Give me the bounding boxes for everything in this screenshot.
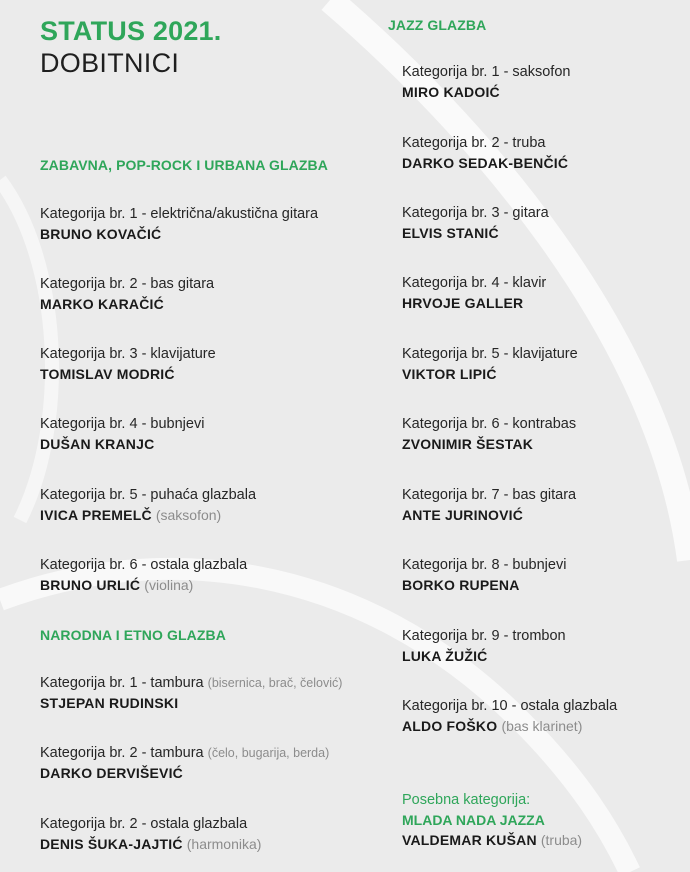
category-label: Kategorija br. 6 - ostala glazbala — [40, 557, 248, 573]
category-label: Kategorija br. 2 - tambura — [40, 745, 204, 761]
category-label: Kategorija br. 4 - bubnjevi — [40, 416, 205, 432]
instrument-note: (saksofon) — [155, 507, 222, 523]
winner-name: LUKA ŽUŽIĆ — [402, 648, 488, 664]
winner-name: DARKO DERVIŠEVIĆ — [40, 765, 183, 781]
list-item — [402, 133, 568, 173]
winner-name: BRUNO KOVAČIĆ — [40, 226, 162, 242]
category-label: Kategorija br. 1 - električna/akustična gitara — [40, 206, 319, 222]
category-label: Kategorija br. 2 - truba — [402, 135, 546, 151]
list-item — [402, 414, 576, 454]
section-heading-jazz: JAZZ GLAZBA — [388, 17, 487, 33]
winner-line — [402, 716, 617, 736]
special-award-name: MLADA NADA JAZZA — [402, 812, 545, 828]
winner-line — [40, 834, 261, 854]
category-note: (čelo, bugarija, berda) — [207, 746, 330, 760]
winner-name: VALDEMAR KUŠAN — [402, 832, 537, 848]
page-title: STATUS 2021. — [40, 16, 222, 46]
winner-line — [40, 575, 247, 595]
instrument-note: (violina) — [144, 577, 194, 593]
winner-name: IVICA PREMELČ — [40, 507, 152, 523]
instrument-note: (bas klarinet) — [501, 718, 583, 734]
section-heading-pop-rock: ZABAVNA, POP-ROCK I URBANA GLAZBA — [40, 157, 328, 173]
winner-name: HRVOJE GALLER — [402, 295, 524, 311]
winner-name: MIRO KADOIĆ — [402, 84, 500, 100]
category-label: Kategorija br. 1 - saksofon — [402, 64, 571, 80]
category-label: Kategorija br. 3 - klavijature — [40, 346, 216, 362]
list-item — [402, 273, 546, 313]
winner-name: BRUNO URLIĆ — [40, 577, 141, 593]
category-label: Kategorija br. 4 - klavir — [402, 275, 547, 291]
list-item — [402, 555, 566, 595]
special-category-label: Posebna kategorija: — [402, 792, 531, 808]
special-category — [402, 790, 582, 850]
instrument-note: (truba) — [540, 832, 583, 848]
category-label: Kategorija br. 3 - gitara — [402, 205, 549, 221]
category-label: Kategorija br. 1 - tambura — [40, 675, 204, 691]
category-label: Kategorija br. 9 - trombon — [402, 628, 566, 644]
winner-name: ALDO FOŠKO — [402, 718, 498, 734]
list-item — [40, 414, 204, 454]
category-label: Kategorija br. 10 - ostala glazbala — [402, 698, 618, 714]
winner-name: STJEPAN RUDINSKI — [40, 695, 179, 711]
winner-name: VIKTOR LIPIĆ — [402, 366, 497, 382]
category-label: Kategorija br. 2 - bas gitara — [40, 276, 215, 292]
category-label: Kategorija br. 8 - bubnjevi — [402, 557, 567, 573]
list-item — [402, 62, 570, 102]
category-line — [40, 743, 329, 763]
winner-line — [40, 505, 256, 525]
category-line — [40, 673, 342, 693]
winner-name: TOMISLAV MODRIĆ — [40, 366, 175, 382]
list-item — [402, 344, 578, 384]
winner-name: BORKO RUPENA — [402, 577, 520, 593]
list-item — [402, 626, 566, 666]
instrument-note: (harmonika) — [186, 836, 262, 852]
winner-name: MARKO KARAČIĆ — [40, 296, 164, 312]
winner-name: ANTE JURINOVIĆ — [402, 507, 524, 523]
list-item — [402, 696, 617, 736]
winner-name: ZVONIMIR ŠESTAK — [402, 436, 534, 452]
winner-name: DARKO SEDAK-BENČIĆ — [402, 155, 569, 171]
list-item — [40, 814, 261, 854]
page-subtitle: DOBITNICI — [40, 48, 180, 78]
list-item — [402, 485, 576, 525]
list-item — [40, 555, 247, 595]
list-item — [402, 203, 549, 243]
list-item — [40, 673, 342, 713]
category-label: Kategorija br. 5 - klavijature — [402, 346, 578, 362]
winner-name: DUŠAN KRANJC — [40, 436, 155, 452]
category-label: Kategorija br. 6 - kontrabas — [402, 416, 577, 432]
list-item — [40, 344, 216, 384]
list-item — [40, 743, 329, 783]
category-note: (bisernica, brač, čelović) — [207, 676, 343, 690]
category-label: Kategorija br. 2 - ostala glazbala — [40, 816, 248, 832]
list-item — [40, 204, 318, 244]
section-heading-folk-ethno: NARODNA I ETNO GLAZBA — [40, 627, 226, 643]
category-label: Kategorija br. 7 - bas gitara — [402, 487, 577, 503]
winner-name: DENIS ŠUKA-JAJTIĆ — [40, 836, 183, 852]
category-label: Kategorija br. 5 - puhaća glazbala — [40, 487, 257, 503]
winner-line — [402, 830, 582, 850]
list-item — [40, 485, 256, 525]
list-item — [40, 274, 214, 314]
winner-name: ELVIS STANIĆ — [402, 225, 499, 241]
